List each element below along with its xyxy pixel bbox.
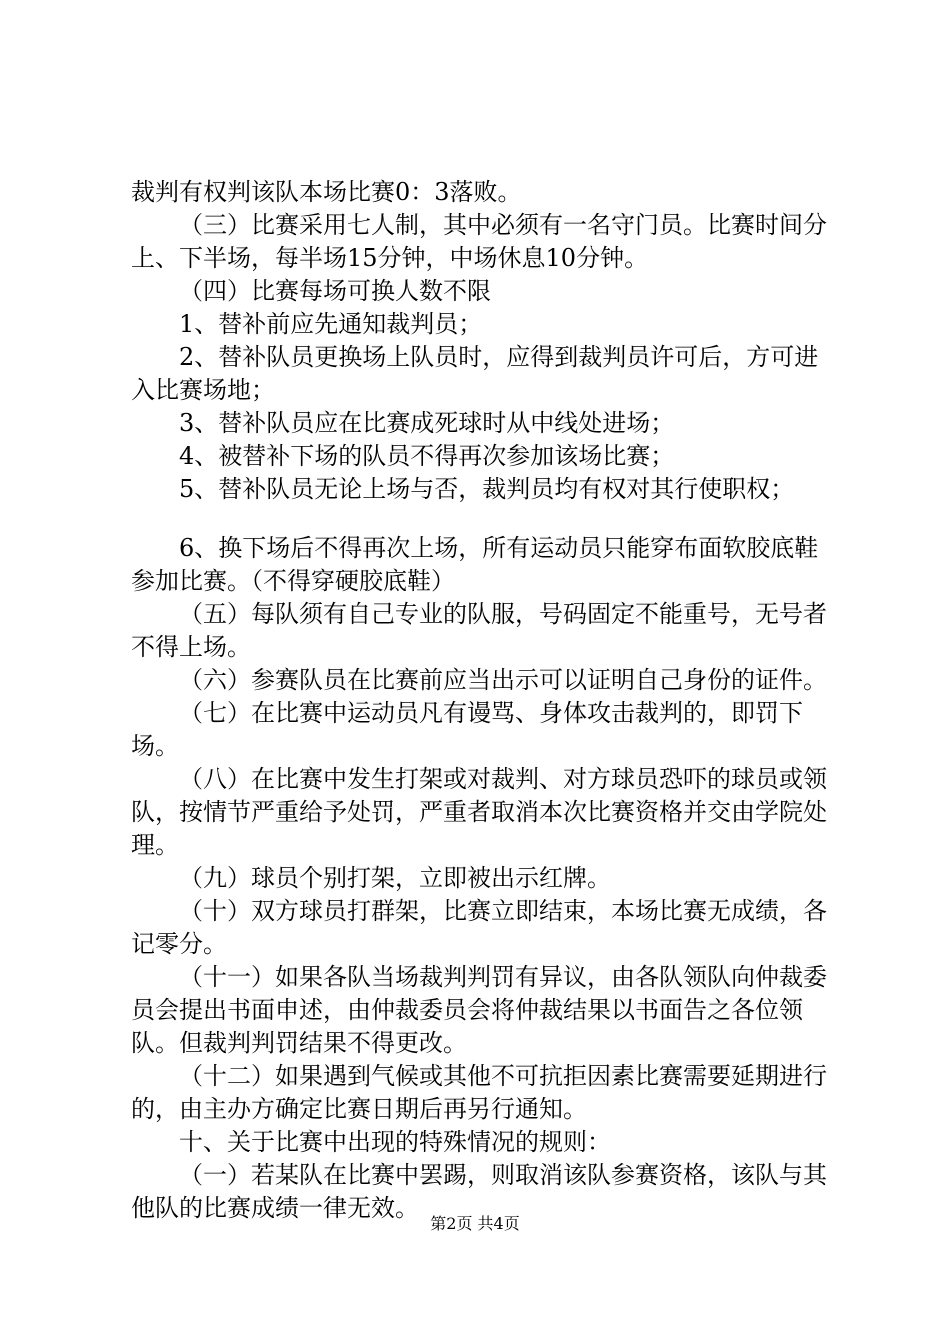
paragraph-sub-3: 3、替补队员应在比赛成死球时从中线处进场； [179, 409, 675, 437]
page-number: 第2页 共4页 [430, 1214, 520, 1233]
paragraph-rule-4: （四）比赛每场可换人数不限 [179, 277, 491, 305]
paragraph-rule-8: （八）在比赛中发生打架或对裁判、对方球员恐吓的球员或领队，按情节严重给予处罚，严重者取消本次比赛资格并交由学院处理。 [131, 765, 827, 859]
paragraph-sub-5: 5、替补队员无论上场与否，裁判员均有权对其行使职权； [179, 475, 795, 503]
paragraph-sub-2: 2、替补队员更换场上队员时，应得到裁判员许可后，方可进入比赛场地； [131, 343, 819, 404]
paragraph-rule-11: （十一）如果各队当场裁判判罚有异议，由各队领队向仲裁委员会提出书面申述，由仲裁委员会将仲裁结果以书面告之各位领队。但裁判判罚结果不得更改。 [131, 963, 827, 1057]
paragraph-rule-9: （九）球员个别打架，立即被出示红牌。 [179, 864, 611, 892]
document-body [131, 176, 831, 1225]
paragraph-rule-5: （五）每队须有自己专业的队服，号码固定不能重号，无号者不得上场。 [131, 600, 827, 661]
paragraph-sub-4: 4、被替补下场的队员不得再次参加该场比赛； [179, 442, 675, 470]
paragraph-rule-7: （七）在比赛中运动员凡有谩骂、身体攻击裁判的，即罚下场。 [131, 699, 803, 760]
section-heading-10: 十、关于比赛中出现的特殊情况的规则： [179, 1128, 611, 1156]
paragraph-rule-6: （六）参赛队员在比赛前应当出示可以证明自己身份的证件。 [179, 666, 827, 694]
paragraph-sub-6: 6、换下场后不得再次上场，所有运动员只能穿布面软胶底鞋参加比赛。（不得穿硬胶底鞋） [131, 534, 819, 595]
page-footer [0, 1214, 950, 1234]
paragraph-rule-3: （三）比赛采用七人制，其中必须有一名守门员。比赛时间分上、下半场，每半场15分钟，中场休息10分钟。 [131, 211, 827, 272]
paragraph-sub-1: 1、替补前应先通知裁判员； [179, 310, 483, 338]
paragraph-continuation: 裁判有权判该队本场比赛0：3落败。 [131, 178, 522, 206]
paragraph-special-1: （一）若某队在比赛中罢踢，则取消该队参赛资格，该队与其他队的比赛成绩一律无效。 [131, 1161, 827, 1222]
paragraph-rule-10: （十）双方球员打群架，比赛立即结束，本场比赛无成绩，各记零分。 [131, 897, 827, 958]
paragraph-rule-12: （十二）如果遇到气候或其他不可抗拒因素比赛需要延期进行的，由主办方确定比赛日期后再另行通知。 [131, 1062, 827, 1123]
